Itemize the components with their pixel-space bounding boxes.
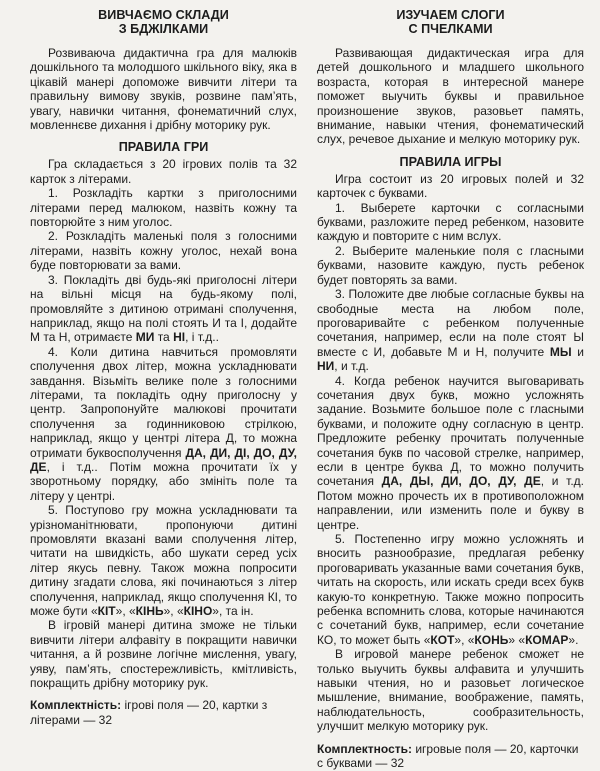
- rules-paragraph-2: 1. Выберете карточки с согласными буквами, разложите перед ребенком, назовите каждую и повторите с ним вслух.: [317, 200, 584, 244]
- contents-line: [317, 742, 584, 771]
- contents-text: игровые поля — 20, карточки с буквами — 32: [317, 741, 579, 771]
- rules-paragraph-7: В игровой манере ребенок сможет не только выучить буквы алфавита и улучшить навыки чтения, но и разовьет логическое мышление, внимание, воображение, память, наблюдательность, сообразительность, улучшит мелкую моторику рук.: [317, 647, 584, 734]
- title-line-1: ИЗУЧАЕМ СЛОГИ: [396, 8, 505, 22]
- title-line-2: С ПЧЕЛКАМИ: [408, 22, 493, 36]
- rules-heading: ПРАВИЛА ИГРЫ: [399, 154, 502, 169]
- rules-paragraph-6: 5. Поступово гру можна ускладнювати та урізноманітнювати, пропонуючи дитині промовляти вказані вами сполучення літер, читати на швидкість, або шукати серед усіх літер якусь певну. Також можна попросити дитину згадати слова, які починаються з літер сполучення, наприклад, якщо сполучення КІ, то може бути «КІТ», «КІНЬ», «КІНО», та ін.: [30, 503, 297, 619]
- column-ukrainian: [30, 8, 297, 736]
- intro-paragraph: Развивающая дидактическая игра для детей дошкольного и младшего школьного возраста, которая в интересной манере поможет выучить буквы и правильное произношение звуков, разовьет память, внимание, навыки чтения, фонематический слух, речевое дыхание и мелкую моторику рук.: [317, 46, 584, 147]
- title-russian: [317, 8, 584, 36]
- title-line-2: З БДЖІЛКАМИ: [118, 22, 209, 36]
- contents-label: Комплектність:: [30, 698, 122, 713]
- rules-heading: ПРАВИЛА ГРИ: [118, 140, 209, 155]
- rules-paragraph-5: 4. Когда ребенок научится выговаривать сочетания двух букв, можно усложнять задание. Возьмите большое поле с гласными буквами, и положите одну согласную в центр. Предложите ребенку прочитать полученные сочетания букв по часовой стрелке, например, если в центре буква Д, то можно получить сочетания ДА, ДЫ, ДИ, ДО, ДУ, ДЕ, и т.д. Потом можно прочесть их в противоположном направлении, или изменить поле и букву в центре.: [317, 373, 584, 532]
- intro-paragraph: Розвиваюча дидактична гра для малюків дошкільного та молодшого шкільного віку, яка в цікавій манері допоможе вивчити літери та правильну вимову звуків, розвине пам’ять, увагу, навички читання, фонематичний слух, мовленнєве дихання і дрібну моторику рук.: [30, 46, 297, 133]
- rules-paragraph-4: 3. Положите две любые согласные буквы на свободные места на любом поле, проговаривайте с ребенком полученные сочетания, например, если на поле стоят Ы вместе с И, добавьте М и Н, получите МЫ и НИ, и т.д.: [317, 287, 584, 374]
- contents-line: [30, 698, 297, 727]
- rules-paragraph-1: Гра складається з 20 ігрових полів та 32 карток з літерами.: [30, 157, 297, 186]
- contents-text: ігрові поля — 20, картки з літерами — 32: [30, 698, 268, 727]
- rules-paragraph-2: 1. Розкладіть картки з приголосними літерами перед малюком, назвіть кожну та повторюйте з ним уголос.: [30, 186, 297, 230]
- rules-paragraph-6: 5. Постепенно игру можно усложнять и вносить разнообразие, предлагая ребенку проговаривать указанные вами сочетания букв, читать на скорость, или искать среди всех букв какую-то конкретную. Также можно попросить ребенка вспомнить слова, которые начинаются с сочетаний букв, например, если сочетание КО, то может быть «КОТ», «КОНЬ» «КОМАР».: [317, 532, 584, 647]
- rules-paragraph-5: 4. Коли дитина навчиться промовляти сполучення двох літер, можна ускладнювати завдання. Візьміть велике поле з голосними літерами, та покладіть одну приголосну у центр. Запропонуйте малюкові прочитати сполучення за годинниковою стрілкою, наприклад, якщо у центрі літера Д, то можна отримати буквосполучення ДА, ДИ, ДІ, ДО, ДУ, ДЕ, і т.д.. Потім можна прочитати їх у зворотньому порядку, або змініть поле та літеру у центрі.: [30, 344, 298, 503]
- title-ukrainian: [30, 8, 297, 36]
- column-russian: [317, 8, 584, 771]
- rules-paragraph-1: Игра состоит из 20 игровых полей и 32 карточек с буквами.: [317, 171, 584, 201]
- rules-paragraph-3: 2. Розкладіть маленькі поля з голосними літерами, назвіть кожну уголос, нехай вона буде повторювати за вами.: [30, 229, 297, 273]
- rules-paragraph-3: 2. Выберите маленькие поля с гласными буквами, назовите каждую, пусть ребенок будет повторять за вами.: [317, 243, 584, 287]
- title-line-1: ВИВЧАЄМО СКЛАДИ: [98, 8, 229, 22]
- rules-paragraph-7: В ігровій манері дитина зможе не тільки вивчити літери алфавіту в покращити навички читання, а й розвине логічне мислення, увагу, уяву, пам’ять, спостережливість, кмітливість, покращить дрібну моторику рук.: [30, 618, 297, 691]
- rules-paragraph-4: 3. Покладіть дві будь-які приголосні літери на вільні місця на будь-якому полі, промовляйте з дитиною отримані сполучення, наприклад, якщо на полі стоять И та І, додайте М та Н, отримаєте МИ та НІ, і т.д..: [30, 272, 297, 345]
- contents-label: Комплектность:: [317, 741, 412, 756]
